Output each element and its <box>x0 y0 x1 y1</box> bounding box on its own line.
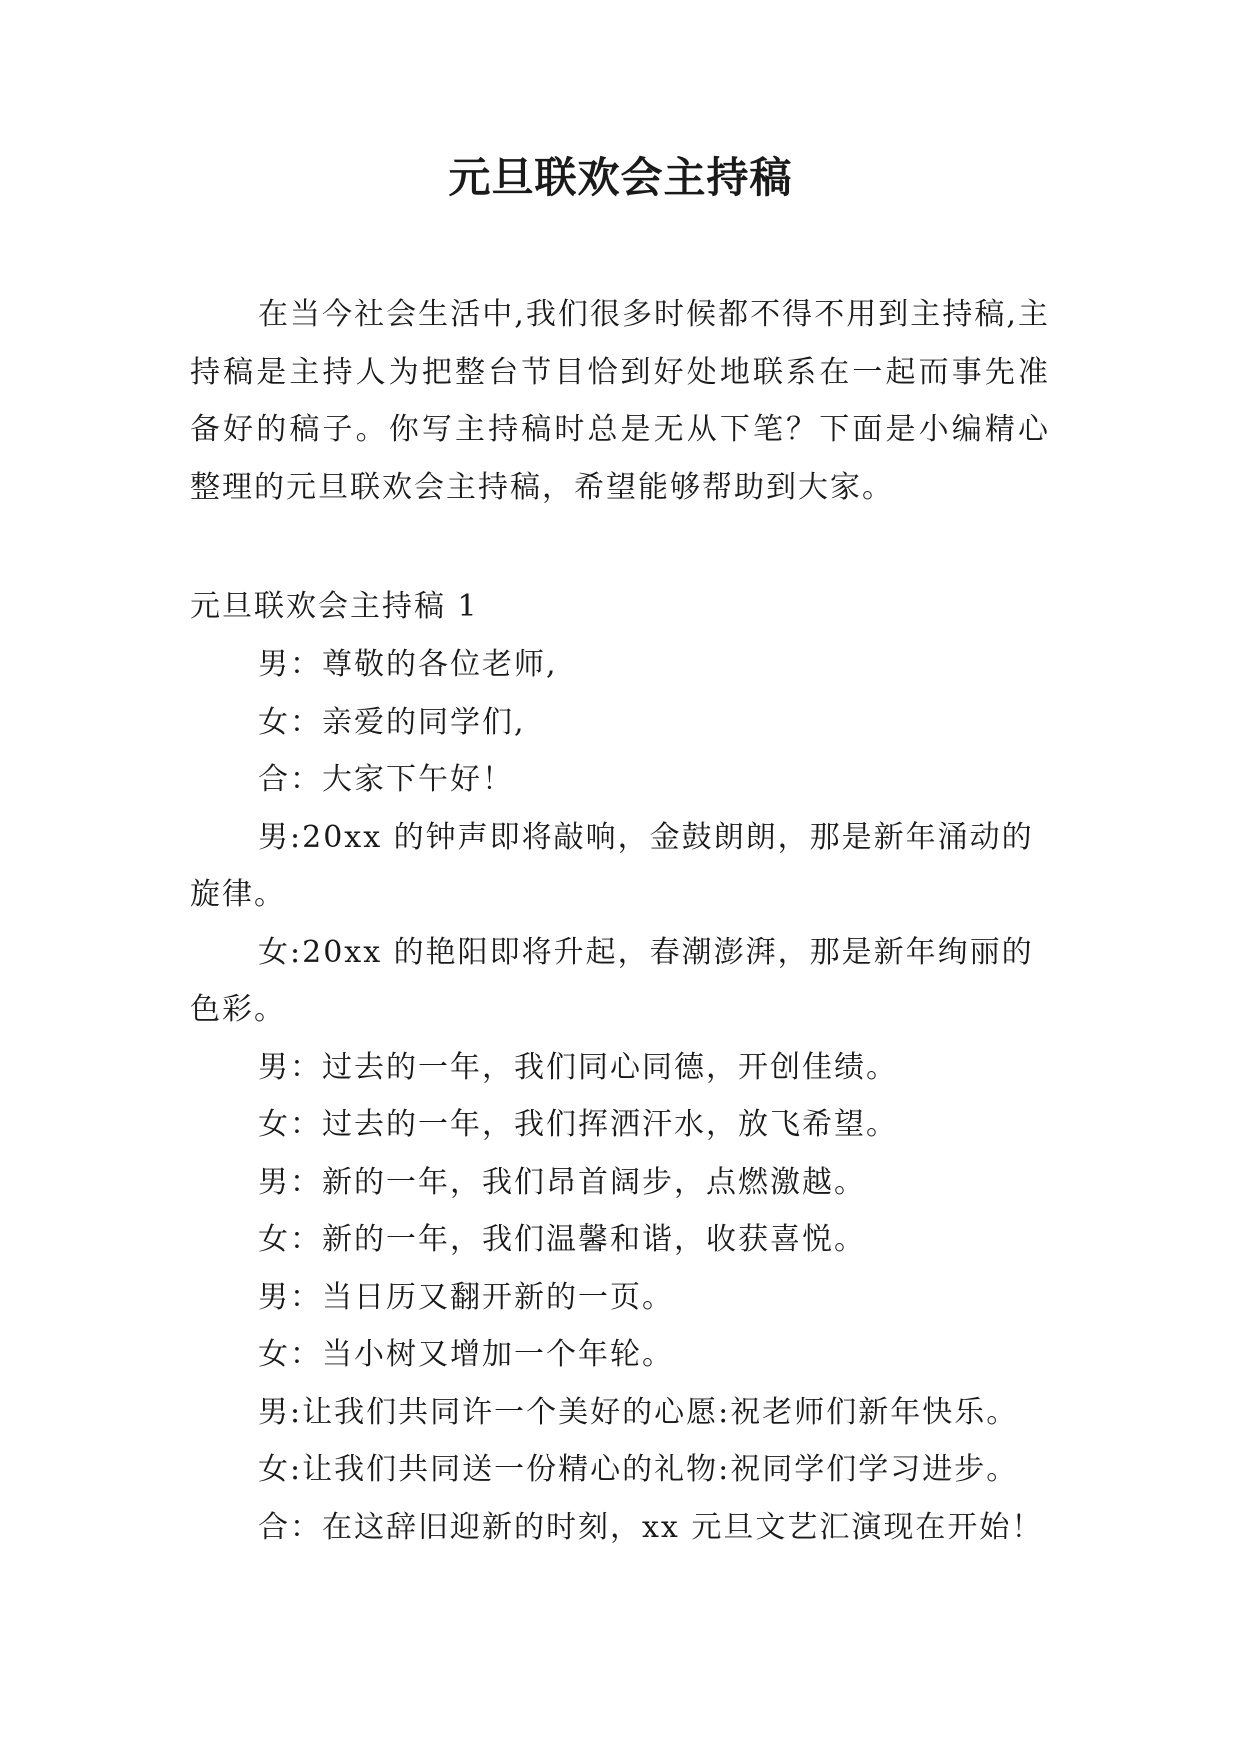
intro-paragraph: 在当今社会生活中,我们很多时候都不得不用到主持稿,主持稿是主持人为把整台节目恰到好处地联系在一起而事先准备好的稿子。你写主持稿时总是无从下笔？下面是小编精心整理的元旦联欢会主持稿，希望能够帮助到大家。 <box>190 297 1050 505</box>
dialogue-line: 女:让我们共同送一份精心的礼物:祝同学们学习进步。 <box>258 1452 1019 1487</box>
dialogue-line: 男：当日历又翻开新的一页。 <box>258 1279 674 1315</box>
dialogue-list <box>190 636 1050 1556</box>
dialogue-line: 女：过去的一年，我们挥洒汗水，放飞希望。 <box>258 1107 898 1142</box>
dialogue-line: 女:20xx 的艳阳即将升起，春潮澎湃，那是新年绚丽的色彩。 <box>190 934 1034 1027</box>
dialogue-line: 男：尊敬的各位老师, <box>258 647 558 682</box>
dialogue-line: 男：过去的一年，我们同心同德，开创佳绩。 <box>258 1049 898 1085</box>
dialogue-line: 女：新的一年，我们温馨和谐，收获喜悦。 <box>258 1222 866 1257</box>
section-title: 元旦联欢会主持稿 1 <box>190 589 479 624</box>
dialogue-line: 合：在这辞旧迎新的时刻，xx 元旦文艺汇演现在开始！ <box>258 1509 1044 1545</box>
document-title: 元旦联欢会主持稿 <box>448 153 793 202</box>
dialogue-line: 男：新的一年，我们昂首阔步，点燃激越。 <box>258 1164 866 1200</box>
dialogue-line: 男:让我们共同许一个美好的心愿:祝老师们新年快乐。 <box>258 1394 1019 1430</box>
dialogue-line: 女：当小树又增加一个年轮。 <box>258 1337 674 1372</box>
dialogue-line: 女：亲爱的同学们, <box>258 704 526 740</box>
dialogue-line: 男:20xx 的钟声即将敲响，金鼓朗朗，那是新年涌动的旋律。 <box>190 819 1034 912</box>
dialogue-line: 合：大家下午好！ <box>258 762 514 797</box>
